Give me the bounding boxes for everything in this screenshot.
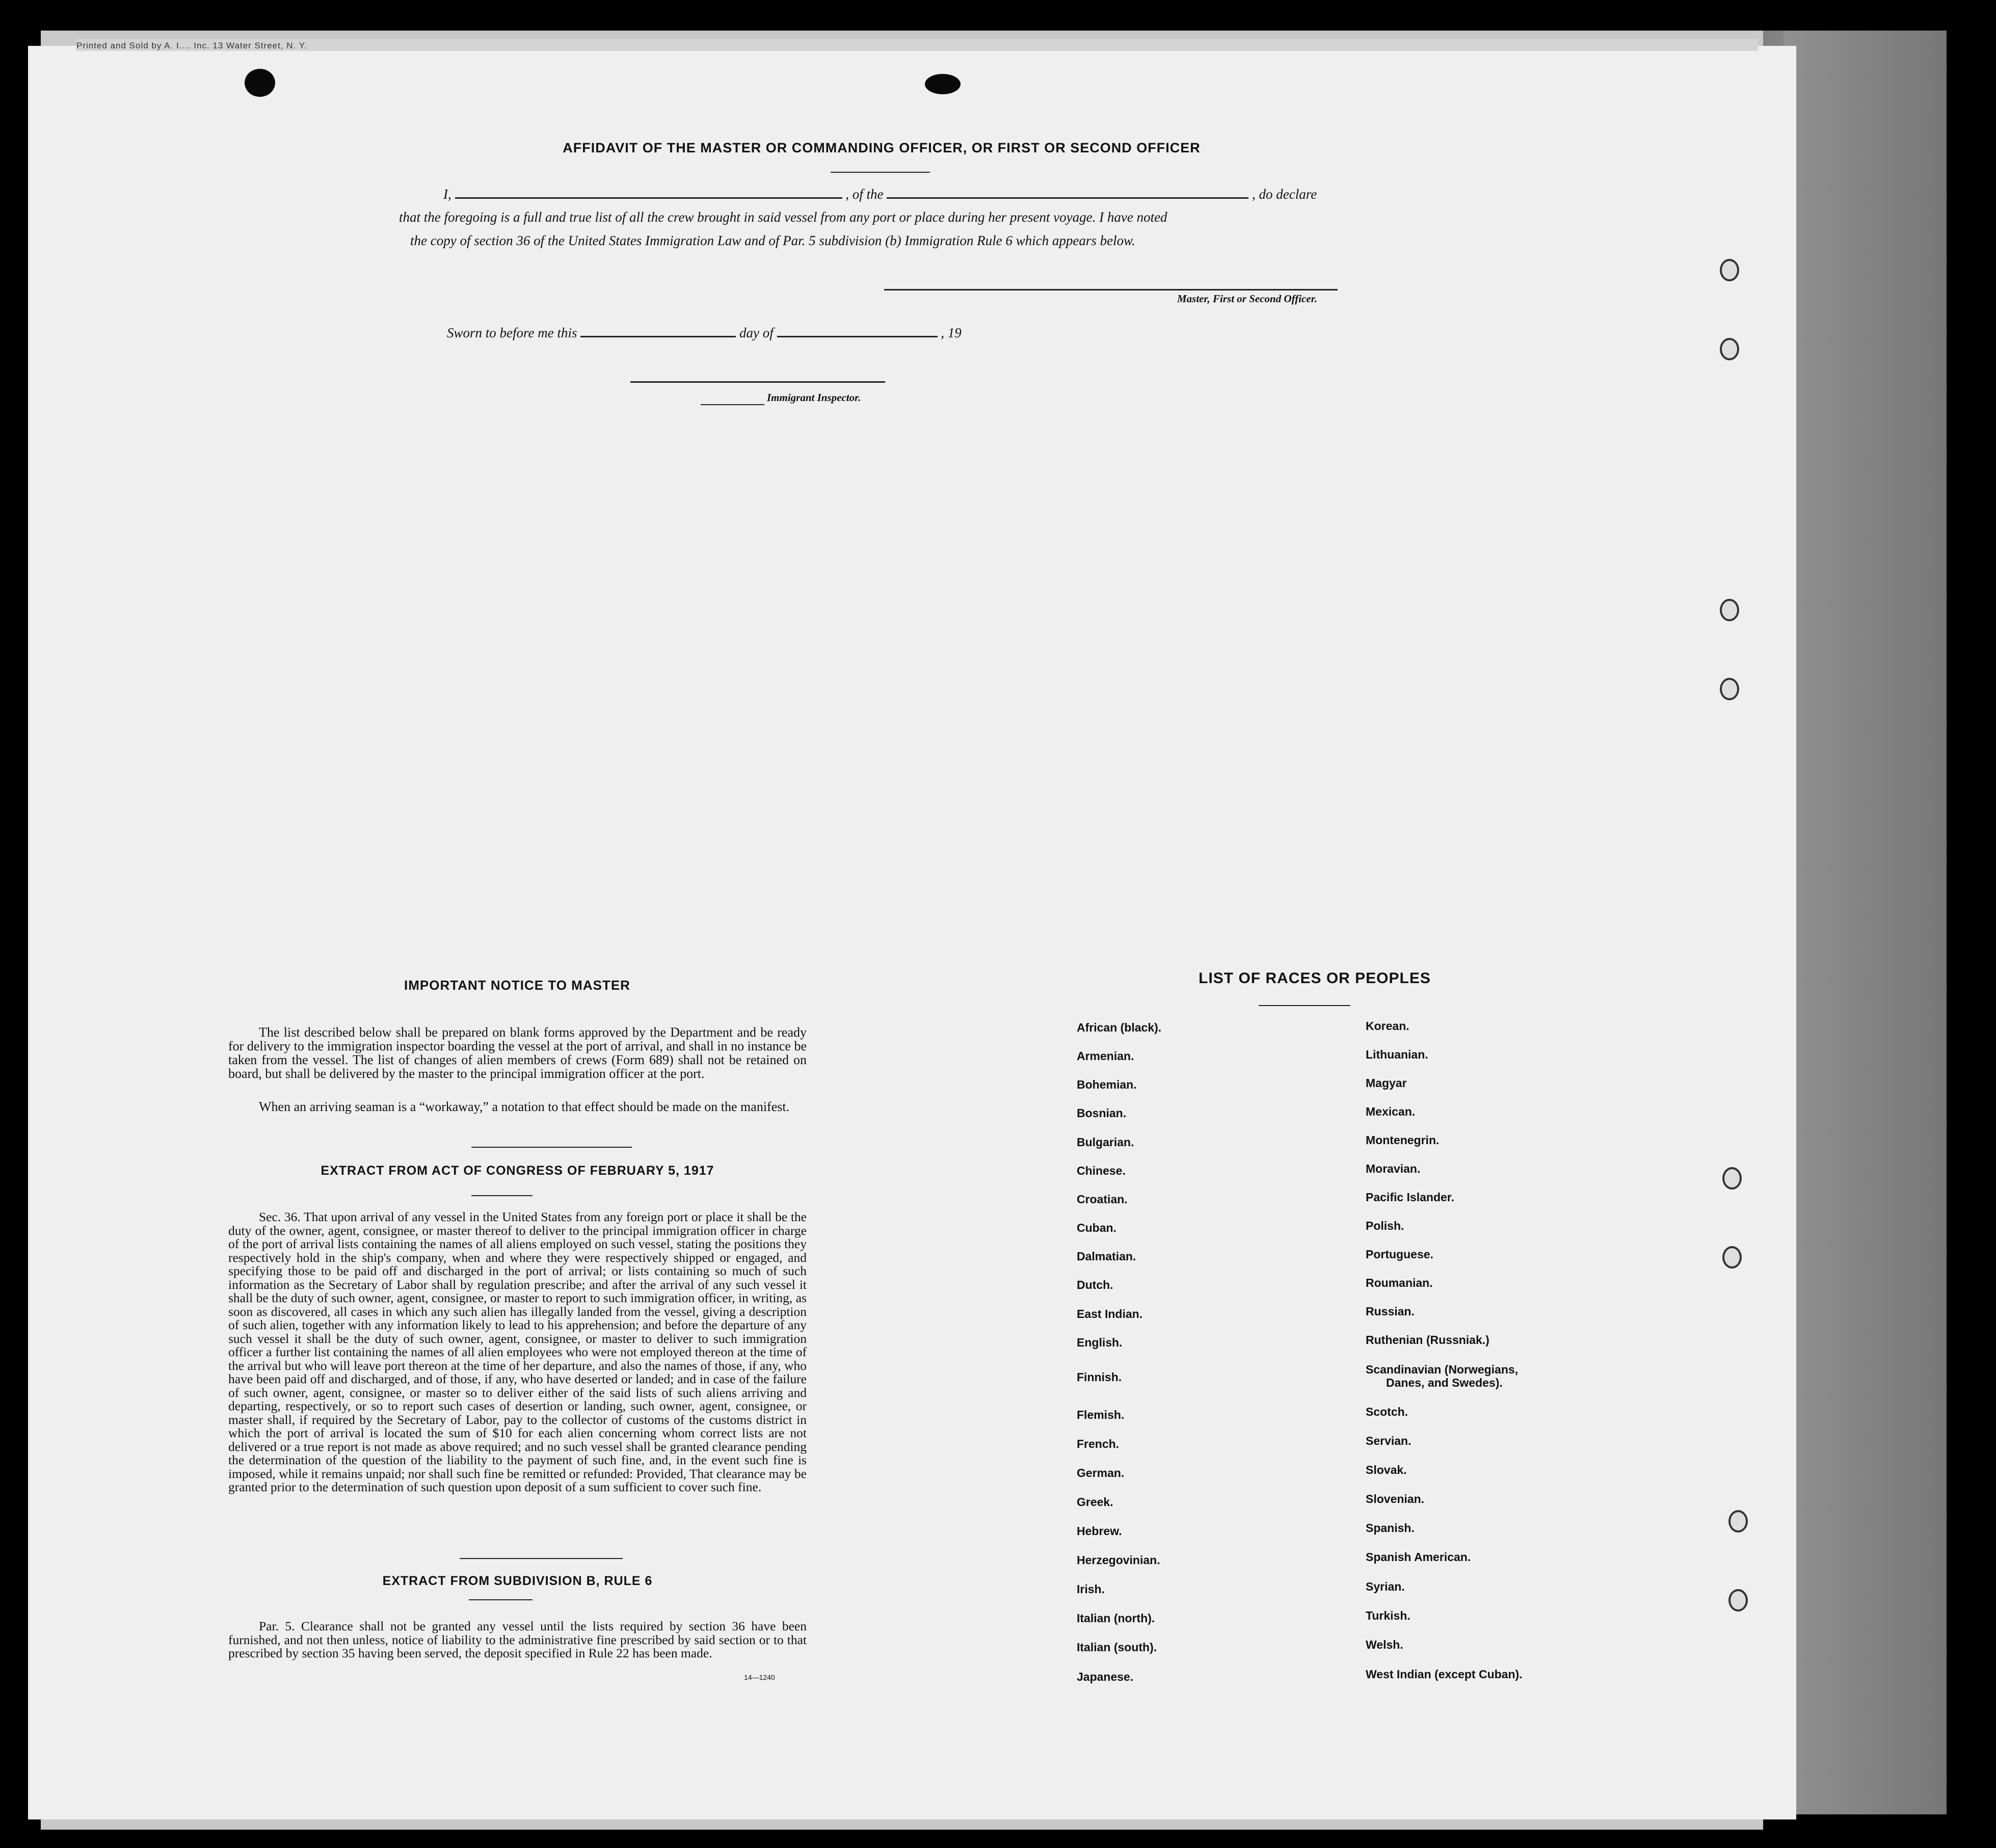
race-item: Magyar <box>1366 1076 1407 1090</box>
race-item: Scotch. <box>1366 1405 1408 1418</box>
binder-hole-5 <box>1722 1167 1742 1190</box>
affidavit-title: AFFIDAVIT OF THE MASTER OR COMMANDING OFFICER, OR FIRST OR SECOND OFFICER <box>563 140 1201 155</box>
race-item: French. <box>1077 1437 1120 1450</box>
notice-rule <box>471 1147 632 1148</box>
race-item: Slovenian. <box>1366 1492 1425 1506</box>
backing-board-edge <box>1784 31 1947 1814</box>
extract-rule-title: EXTRACT FROM SUBDIVISION B, RULE 6 <box>382 1574 653 1588</box>
race-item: Polish. <box>1366 1219 1404 1232</box>
race-item: West Indian (except Cuban). <box>1366 1668 1523 1681</box>
punch-hole-left <box>245 69 275 97</box>
race-item: Cuban. <box>1077 1221 1116 1234</box>
section-36-rule <box>460 1558 623 1559</box>
declaration-line-1 <box>443 186 1371 202</box>
binder-hole-4 <box>1720 678 1739 700</box>
label-sworn: Sworn to before me this <box>447 325 577 340</box>
race-item: Moravian. <box>1366 1162 1421 1175</box>
binder-hole-8 <box>1728 1589 1748 1612</box>
race-item: Bohemian. <box>1077 1078 1137 1091</box>
master-signature-line[interactable] <box>884 289 1338 291</box>
binder-hole-2 <box>1720 338 1739 360</box>
race-item: Italian (north). <box>1077 1612 1155 1625</box>
section-36-text: Sec. 36. That upon arrival of any vessel in the United States from any foreign port or place it shall be the duty of the owner, agent, consignee, or master thereof to deliver to the principal immigration officer in charge of the port of arrival lists containing the names of all aliens employed on such vessel, stating the positions they respectively hold in the ship's company, when and where they were respectively shipped or engaged, and specifying those to be paid off and discharged in the port of arrival; or lists containing so much of such information as the Secretary of Labor shall by regulation prescribe; and after the arrival of any such vessel it shall be the duty of such owner, agent, consignee, or master to report to such immigration officer, in writing, as soon as discovered, all cases in which any such alien has illegally landed from the vessel, giving a description of such alien, together with any information likely to lead to his apprehension; and before the departure of any such vessel it shall be the duty of such owner, agent, consignee, or master to deliver to such immigration officer a further list containing the names of all alien employees who were not employed thereon at the time of the arrival but who will leave port thereon at the time of her departure, and also the names of those, if any, who have been paid off and discharged, and of those, if any, who have deserted or landed; and in case of the failure of such owner, agent, consignee, or master so to deliver either of the said lists of such aliens arriving and departing, respectively, or so to report such cases of desertion or landing, such owner, agent, consignee, or master shall, if required by the Secretary of Labor, pay to the collector of customs of the customs district in which the port of arrival is located the sum of $10 for each alien concerning whom correct lists are not delivered or a true report is not made as above required; and no such vessel shall be granted clearance pending the determination of the question of the liability to the payment of such fine, and, in the event such fine is imposed, while it remains unpaid; nor shall such fine be remitted or refunded: Provided, That clearance may be granted prior to the determination of such question upon deposit of a sum sufficient to cover such fine. <box>228 1209 807 1494</box>
punch-hole-center <box>925 74 961 94</box>
race-item: Montenegrin. <box>1366 1133 1440 1147</box>
sworn-day-field[interactable] <box>580 326 736 337</box>
race-item: Dalmatian. <box>1077 1250 1136 1263</box>
inspector-signature-label: Immigrant Inspector. <box>767 391 861 404</box>
race-item: Herzegovinian. <box>1077 1553 1160 1567</box>
race-item: Flemish. <box>1077 1408 1125 1421</box>
label-day-of: day of <box>739 325 774 340</box>
race-item: Mexican. <box>1366 1105 1416 1118</box>
race-item: Roumanian. <box>1366 1276 1433 1289</box>
race-item: African (black). <box>1077 1021 1162 1034</box>
race-item: Pacific Islander. <box>1366 1191 1454 1204</box>
label-year: , 19 <box>941 325 962 340</box>
race-item: Dutch. <box>1077 1278 1113 1291</box>
race-item: Japanese. <box>1077 1670 1134 1683</box>
race-item: Hebrew. <box>1077 1524 1122 1538</box>
race-item: Ruthenian (Russniak.) <box>1366 1333 1489 1347</box>
races-title-rule <box>1259 1005 1350 1006</box>
race-item: Welsh. <box>1366 1638 1403 1651</box>
race-item: Danes, and Swedes). <box>1386 1376 1503 1389</box>
race-item: Spanish. <box>1366 1521 1415 1535</box>
label-i: I, <box>443 187 451 202</box>
label-of-the: , of the <box>845 187 884 202</box>
binder-hole-1 <box>1720 259 1739 281</box>
race-item: Greek. <box>1077 1495 1113 1509</box>
race-item: Korean. <box>1366 1019 1409 1033</box>
race-item: Bulgarian. <box>1077 1136 1134 1149</box>
race-item: German. <box>1077 1466 1125 1480</box>
notice-paragraph-1: The list described below shall be prepared on blank forms approved by the Department and be ready for delivery to the immigration inspector boarding the vessel at the port of arrival, and shall in no instance be taken from the vessel. The list of changes of alien members of crews (Form 689) shall not be retained on board, but shall be delivered by the master to the principal immigration officer at the port. <box>228 1025 807 1081</box>
par-5-text: Par. 5. Clearance shall not be granted any vessel until the lists required by section 36 have been furnished, and not then unless, notice of liability to the administrative fine prescribed by said section or to that prescribed by section 35 having been served, the deposit specified in Rule 22 has been made. <box>228 1619 807 1660</box>
race-item: Russian. <box>1366 1305 1415 1318</box>
race-item: East Indian. <box>1077 1307 1143 1321</box>
race-item: Finnish. <box>1077 1370 1122 1384</box>
binder-hole-3 <box>1720 599 1739 621</box>
extract-act-rule <box>471 1195 533 1196</box>
race-item: Bosnian. <box>1077 1106 1127 1120</box>
race-item: Lithuanian. <box>1366 1048 1428 1061</box>
race-item: Scandinavian (Norwegians, <box>1366 1363 1519 1376</box>
top-edge-strip <box>76 39 1758 51</box>
race-item: Turkish. <box>1366 1609 1410 1622</box>
race-item: Chinese. <box>1077 1164 1126 1177</box>
vessel-name-field[interactable] <box>887 186 1248 199</box>
races-title: LIST OF RACES OR PEOPLES <box>1199 970 1431 987</box>
form-number: 14—1240 <box>744 1673 775 1681</box>
inspector-signature-line[interactable] <box>630 381 885 383</box>
sworn-month-field[interactable] <box>777 326 938 337</box>
master-name-field[interactable] <box>455 186 842 199</box>
label-do-declare: , do declare <box>1252 187 1317 202</box>
binder-hole-6 <box>1722 1246 1742 1269</box>
race-item: Armenian. <box>1077 1049 1134 1063</box>
master-signature-label: Master, First or Second Officer. <box>1177 293 1317 305</box>
printer-line: Printed and Sold by A. I.... Inc. 13 Water Street, N. Y. <box>76 41 307 50</box>
notice-paragraph-2: When an arriving seaman is a “workaway,” a notation to that effect should be made on the manifest. <box>259 1099 790 1114</box>
inspector-short-rule <box>701 404 764 405</box>
declaration-line-2: that the foregoing is a full and true list of all the crew brought in said vessel from any port or place during her present voyage. I have noted <box>399 209 1167 225</box>
race-item: Irish. <box>1077 1582 1105 1596</box>
race-item: Italian (south). <box>1077 1641 1157 1654</box>
race-item: Spanish American. <box>1366 1550 1471 1564</box>
race-item: English. <box>1077 1336 1123 1349</box>
declaration-line-3: the copy of section 36 of the United States Immigration Law and of Par. 5 subdivision (b) Immigration Rule 6 which appears below. <box>410 233 1135 248</box>
race-item: Slovak. <box>1366 1463 1407 1476</box>
binder-hole-7 <box>1728 1510 1748 1533</box>
extract-rule-rule <box>469 1599 533 1600</box>
race-item: Servian. <box>1366 1434 1412 1447</box>
sworn-line <box>447 325 962 341</box>
title-rule <box>831 172 930 173</box>
extract-act-title: EXTRACT FROM ACT OF CONGRESS OF FEBRUARY 5, 1917 <box>321 1164 714 1178</box>
race-item: Portuguese. <box>1366 1248 1433 1261</box>
race-item: Croatian. <box>1077 1193 1128 1206</box>
notice-title: IMPORTANT NOTICE TO MASTER <box>404 978 630 993</box>
document-sheet <box>28 46 1796 1819</box>
race-item: Syrian. <box>1366 1580 1405 1593</box>
